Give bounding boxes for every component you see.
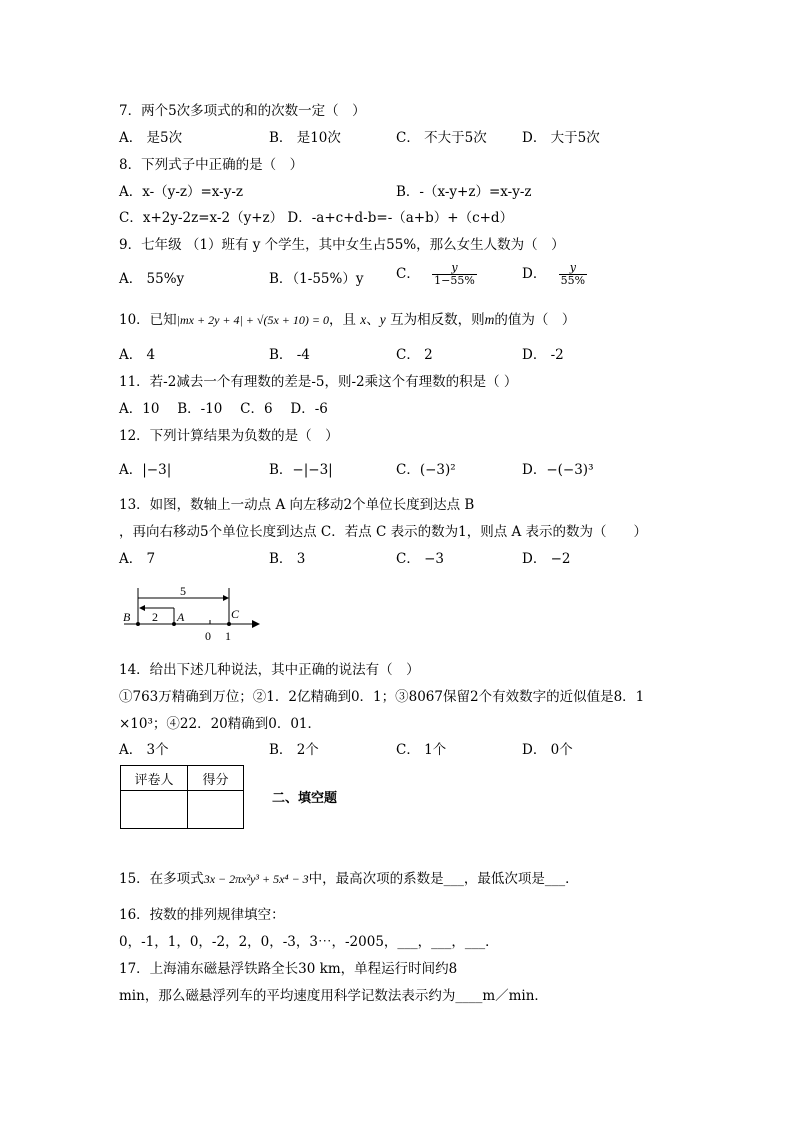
q14-option-a: A． 3个 — [119, 742, 169, 758]
q9-option-c-fraction — [432, 262, 477, 287]
q15-polynomial: 3x − 2πx²y³ + 5x⁴ − 3 — [203, 872, 309, 886]
q9-option-b: B．（1-55%）y — [269, 271, 364, 287]
label-c: C — [231, 607, 240, 621]
q10-option-d: D． -2 — [522, 347, 564, 363]
q10-mid: ，且 — [329, 312, 356, 328]
q10-option-b: B． -4 — [269, 347, 310, 363]
score-cell[interactable] — [188, 791, 244, 829]
q11-stem: 11．若-2减去一个有理数的差是-5，则-2乘这个有理数的积是（ ） — [119, 374, 518, 390]
q14-statements-line2: ×10³；④22．20精确到0．01． — [119, 716, 322, 732]
q9-option-d-fraction — [559, 262, 587, 287]
label-two: 2 — [152, 610, 158, 624]
q11-options: A．10 B．-10 C．6 D．-6 — [119, 401, 328, 417]
q12-option-d: D．−(−3)³ — [522, 462, 594, 478]
q16-stem: 16．按数的排列规律填空： — [119, 907, 285, 923]
q10-option-c: C． 2 — [396, 347, 433, 363]
q10-var-m: m — [484, 312, 495, 327]
q10-option-a: A． 4 — [119, 347, 156, 363]
q14-option-d: D． 0个 — [522, 742, 573, 758]
arrow-five-head — [223, 595, 229, 601]
fraction-denominator: 55% — [560, 274, 586, 287]
q13-stem-line1: 13．如图，数轴上一动点 A 向左移动2个单位长度到达点 B — [119, 497, 475, 513]
score-header: 得分 — [188, 766, 244, 791]
point-b — [136, 622, 140, 626]
q17-stem-line1: 17．上海浦东磁悬浮铁路全长30 km，单程运行时间约8 — [119, 961, 458, 977]
q9-option-c — [396, 262, 477, 287]
q15-stem — [119, 870, 579, 888]
q10-post: 互为相反数，则 — [390, 312, 485, 328]
q10-var-y: y — [379, 312, 386, 327]
q9-option-d-label: D． — [522, 266, 547, 282]
q10-var-x: x — [360, 312, 367, 327]
q13-option-d: D． −2 — [522, 551, 571, 567]
q7-stem: 7．两个5次多项式的和的次数一定（ ） — [119, 103, 366, 119]
score-table — [120, 765, 244, 829]
q10-sep: 、 — [366, 312, 380, 328]
q9-option-c-label: C． — [396, 266, 420, 282]
q8-stem: 8．下列式子中正确的是（ ） — [119, 157, 304, 173]
section-title: 二、填空题 — [272, 791, 338, 806]
label-one: 1 — [225, 629, 231, 643]
q7-option-d: D． 大于5次 — [522, 130, 600, 146]
q14-option-c: C． 1个 — [396, 742, 447, 758]
label-zero: 0 — [205, 629, 211, 643]
label-b: B — [123, 610, 131, 624]
axis-arrowhead — [252, 620, 260, 628]
q12-option-b: B．−|−3| — [269, 462, 333, 478]
q15-prefix: 15．在多项式 — [119, 871, 204, 887]
q10-end: 的值为（ ） — [494, 312, 576, 328]
point-c — [227, 622, 231, 626]
q14-statements-line1: ①763万精确到万位；②1．2亿精确到0．1；③8067保留2个有效数字的近似值是8．1 — [119, 689, 645, 705]
q8-option-a: A．x-（y-z）=x-y-z — [119, 184, 244, 200]
q10-prefix: 10．已知 — [119, 312, 177, 328]
q8-option-cd: C．x+2y-2z=x-2（y+z） D．-a+c+d-b=-（a+b）+（c+d） — [119, 210, 514, 226]
q7-option-b: B． 是10次 — [269, 130, 341, 146]
grader-header: 评卷人 — [121, 766, 188, 791]
q12-option-a: A．|−3| — [119, 462, 172, 478]
q9-stem: 9．七年级 （1）班有 y 个学生，其中女生占55%，那么女生人数为（ ） — [119, 237, 565, 253]
q9-option-d — [522, 262, 587, 287]
q13-option-a: A． 7 — [119, 551, 156, 567]
q13-option-b: B． 3 — [269, 551, 306, 567]
q13-stem-line2: ，再向右移动5个单位长度到达点 C．若点 C 表示的数为1，则点 A 表示的数为（ ） — [119, 524, 648, 540]
point-a — [172, 622, 176, 626]
arrow-two-head — [139, 605, 145, 611]
q16-sequence: 0，-1，1，0，-2，2，0，-3，3⋯，-2005，___，___，___． — [119, 934, 499, 950]
number-line-figure — [118, 580, 268, 644]
q9-option-a: A． 55%y — [119, 271, 185, 287]
q10-equation: |mx + 2y + 4| + √(5x + 10) = 0 — [176, 313, 329, 327]
fraction-denominator: 1−55% — [434, 274, 475, 287]
q7-option-c: C． 不大于5次 — [396, 130, 487, 146]
q12-stem: 12．下列计算结果为负数的是（ ） — [119, 428, 339, 444]
label-five: 5 — [180, 584, 186, 598]
grader-cell[interactable] — [121, 791, 188, 829]
q10-stem — [119, 311, 575, 329]
fraction-numerator: y — [451, 261, 458, 274]
fraction-numerator: y — [569, 261, 576, 274]
q17-stem-line2: min，那么磁悬浮列车的平均速度用科学记数法表示约为____m／min． — [119, 988, 548, 1004]
q15-rest: 中，最高次项的系数是___，最低次项是___． — [308, 871, 579, 887]
q14-stem: 14．给出下述几种说法，其中正确的说法有（ ） — [119, 662, 420, 678]
label-a: A — [177, 610, 185, 624]
q14-option-b: B． 2个 — [269, 742, 319, 758]
q13-option-c: C． −3 — [396, 551, 445, 567]
q8-option-b: B．-（x-y+z）=x-y-z — [396, 184, 532, 200]
q7-option-a: A． 是5次 — [119, 130, 183, 146]
q12-option-c: C．(−3)² — [396, 462, 456, 478]
